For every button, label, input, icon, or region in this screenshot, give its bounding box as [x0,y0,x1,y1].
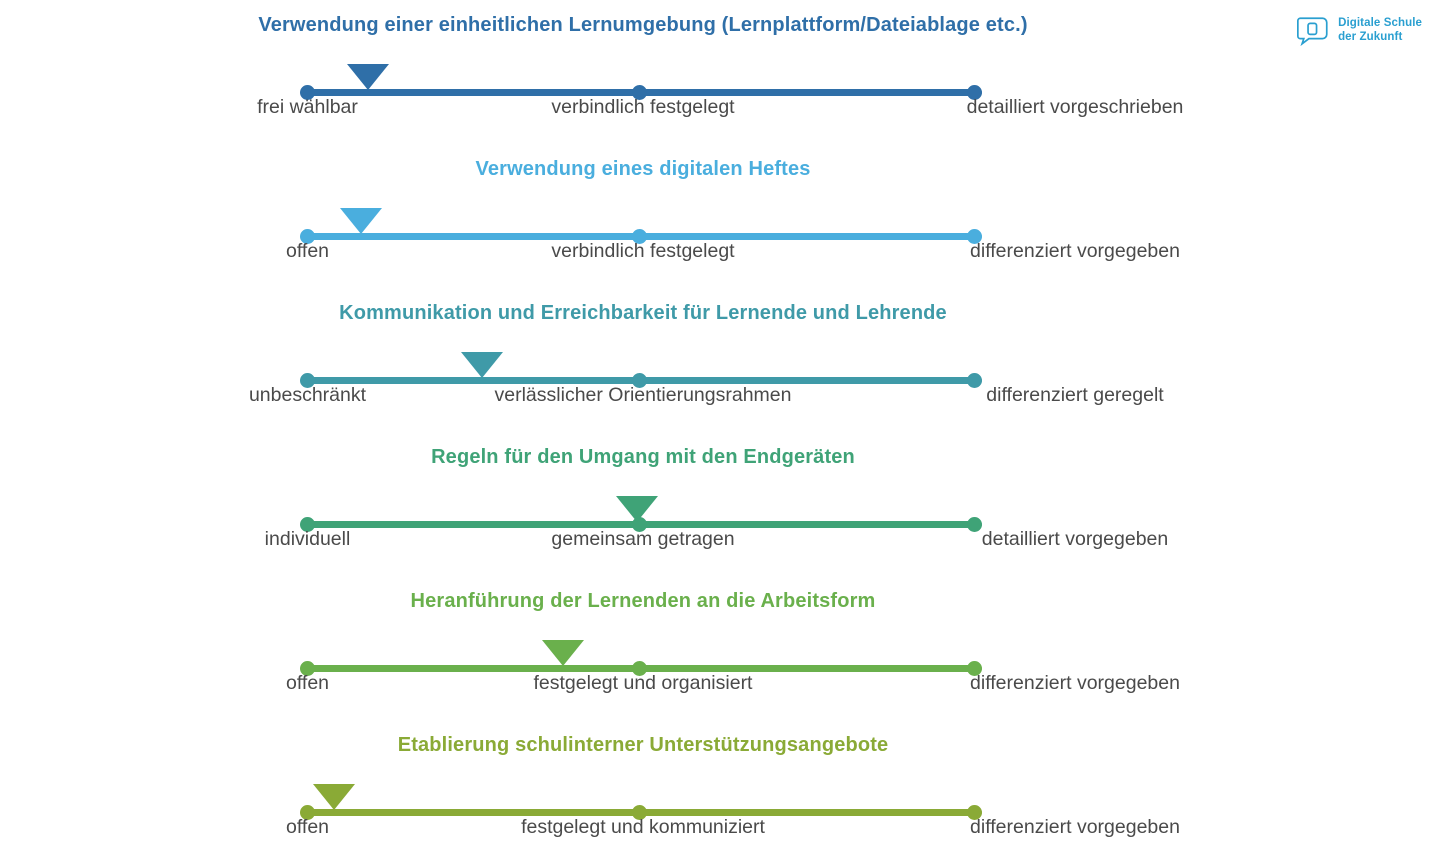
scale-marker[interactable] [340,208,382,234]
scale-label-left: frei wählbar [257,96,358,118]
scale-label-middle: festgelegt und kommuniziert [521,816,765,838]
scale-labels [0,240,1440,270]
scale-label-middle: verbindlich festgelegt [551,96,735,118]
scale-row [0,0,1440,144]
scale-label-middle: gemeinsam getragen [551,528,735,550]
scale-label-middle: verlässlicher Orientierungsrahmen [494,384,792,406]
scale-labels [0,528,1440,558]
scale-marker[interactable] [616,496,658,522]
scale-row [0,288,1440,432]
scale-label-left: individuell [264,528,351,550]
scale-labels [0,816,1440,846]
scale-title: Etablierung schulinterner Unterstützungsangebote [397,734,889,756]
logo-line-2: der Zukunft [1338,31,1403,43]
scale-label-right: differenziert vorgegeben [970,672,1180,694]
scale-label-left: offen [285,240,330,262]
logo-line-1: Digitale Schule [1338,17,1422,30]
scale-label-left: offen [285,672,330,694]
scale-label-right: detailliert vorgeschrieben [966,96,1184,118]
scale-marker[interactable] [347,64,389,90]
scale-title: Heranführung der Lernenden an die Arbeitsform [410,590,876,612]
scale-title: Verwendung einer einheitlichen Lernumgebung (Lernplattform/Dateiablage etc.) [258,14,1028,36]
scale-row [0,576,1440,720]
scale-marker[interactable] [461,352,503,378]
scale-marker[interactable] [313,784,355,810]
scale-title: Kommunikation und Erreichbarkeit für Lernende und Lehrende [339,302,947,324]
scale-labels [0,672,1440,702]
scale-label-right: differenziert geregelt [986,384,1164,406]
scale-label-middle: festgelegt und organisiert [533,672,753,694]
scale-label-left: unbeschränkt [248,384,367,406]
scale-axis [0,778,1440,812]
scale-row [0,720,1440,864]
scale-labels [0,384,1440,414]
scale-title: Regeln für den Umgang mit den Endgeräten [431,446,855,468]
scale-axis [0,490,1440,524]
scale-label-right: differenziert vorgegeben [970,240,1180,262]
scale-title: Verwendung eines digitalen Heftes [475,158,811,180]
scale-label-left: offen [285,816,330,838]
scale-labels [0,96,1440,126]
scale-axis [0,202,1440,236]
scale-row [0,432,1440,576]
scale-marker[interactable] [542,640,584,666]
scale-label-middle: verbindlich festgelegt [551,240,735,262]
scale-label-right: differenziert vorgegeben [970,816,1180,838]
scale-axis [0,58,1440,92]
scale-axis [0,634,1440,668]
scale-axis [0,346,1440,380]
scale-row [0,144,1440,288]
scale-label-right: detailliert vorgegeben [981,528,1169,550]
